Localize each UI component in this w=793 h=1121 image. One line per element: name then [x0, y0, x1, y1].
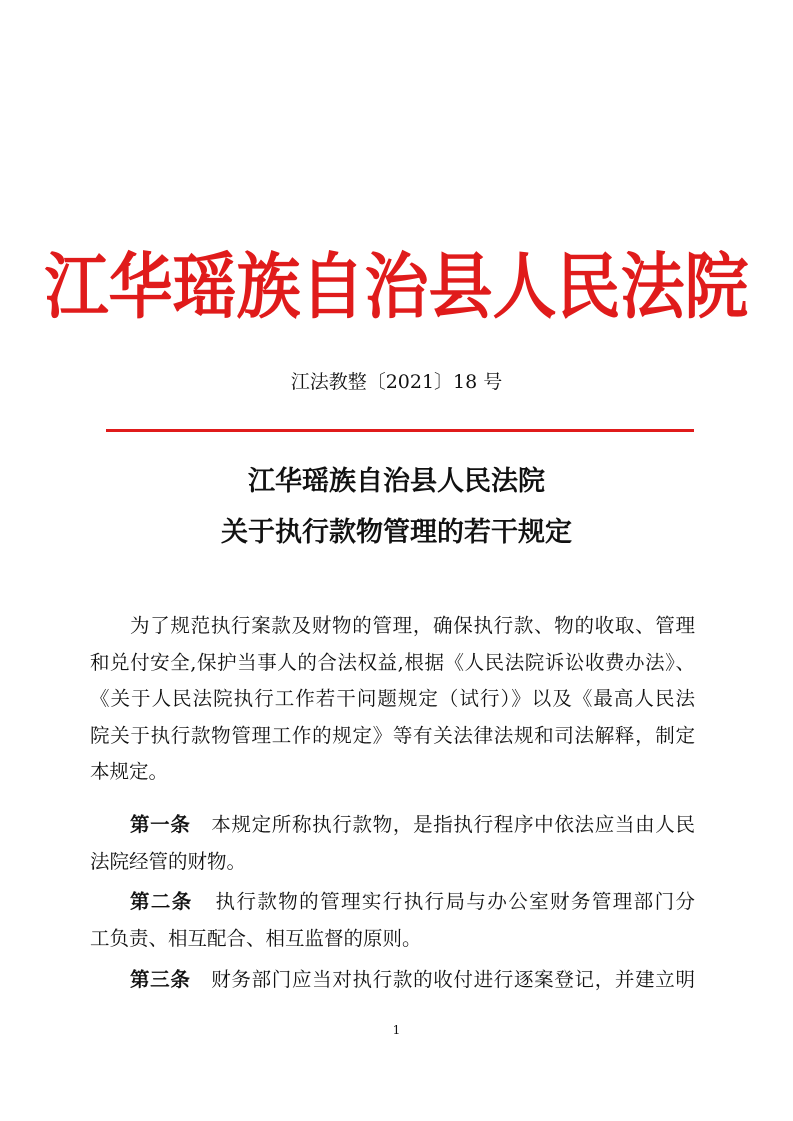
document-title-line-1: 江华瑶族自治县人民法院 [248, 466, 545, 497]
document-number: 江法教整〔2021〕18 号 [290, 371, 503, 393]
page-number: 1 [392, 1023, 401, 1037]
article-label: 第二条 [130, 890, 193, 913]
article-text: 财务部门应当对执行款的收付进行逐案登记，并建立明 [211, 968, 695, 991]
article-first-line [90, 962, 695, 999]
article-1 [90, 807, 695, 880]
letterhead-org-name: 江华瑶族自治县人民法院 [44, 246, 749, 330]
preamble-line: 和兑付安全,保护当事人的合法权益,根据《人民法院诉讼收费办法》、 [90, 650, 695, 674]
preamble-line: 本规定。 [90, 760, 169, 784]
article-label: 第一条 [130, 813, 191, 836]
article-3 [90, 962, 695, 999]
preamble-line: 院关于执行款物管理工作的规定》等有关法律法规和司法解释，制定 [90, 723, 695, 747]
article-line: 工负责、相互配合、相互监督的原则。 [90, 926, 422, 950]
article-first-line [90, 807, 695, 844]
preamble-paragraph [90, 608, 695, 791]
article-line: 法院经管的财物。 [90, 849, 247, 873]
article-2 [90, 884, 695, 957]
preamble-line: 《关于人民法院执行工作若干问题规定（试行）》以及《最高人民法 [90, 687, 695, 711]
article-text: 执行款物的管理实行执行局与办公室财务管理部门分 [215, 890, 695, 913]
document-title-line-2: 关于执行款物管理的若干规定 [221, 517, 572, 548]
preamble-line: 为了规范执行案款及财物的管理，确保执行款、物的收取、管理 [130, 614, 695, 637]
article-first-line [90, 884, 695, 921]
article-label: 第三条 [130, 968, 191, 991]
red-separator-line [106, 429, 694, 432]
article-text: 本规定所称执行款物，是指执行程序中依法应当由人民 [211, 813, 695, 836]
